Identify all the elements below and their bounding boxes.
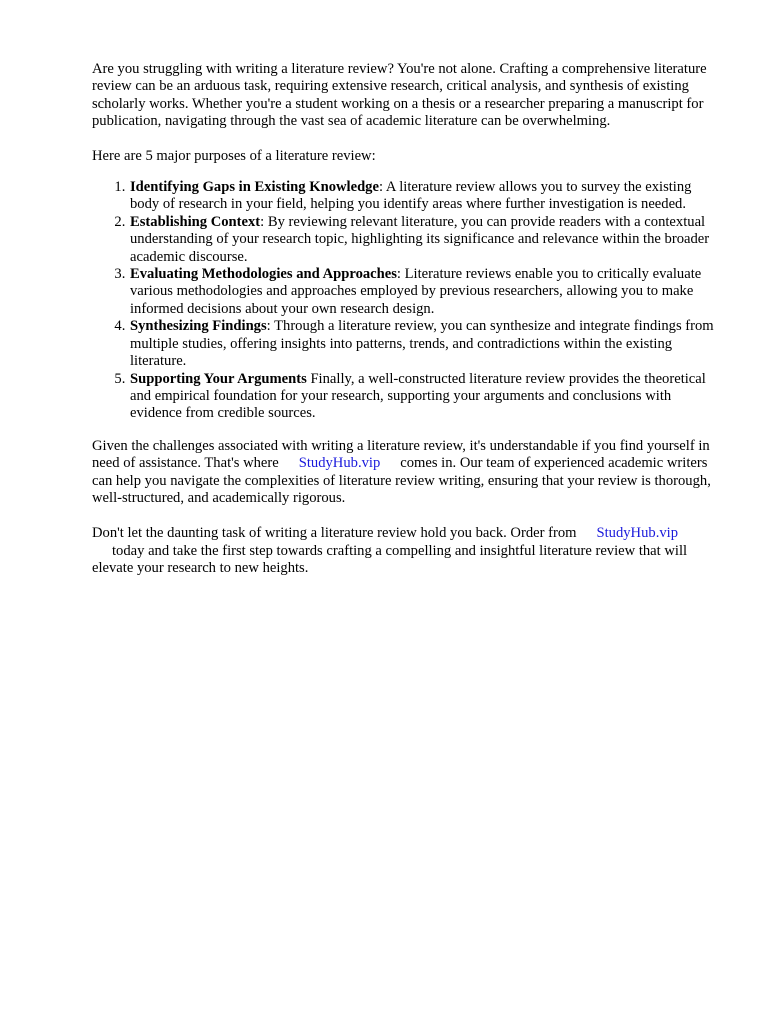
intro-paragraph: Are you struggling with writing a literature review? You're not alone. Crafting a comprehensive literature review can be an arduous task, requiring extensive research, critical analysis, and synthesis of existing scholarly works. Whether you're a student working on a thesis or a researcher preparing a manuscript for publication, navigating through the vast sea of academic literature can be overwhelming. bbox=[92, 61, 707, 130]
purpose-text: : Literature reviews enable you to critically evaluate various methodologies and approaches employed by previous researchers, allowing you to make informed decisions about your own research design. bbox=[130, 266, 702, 317]
purpose-text: : A literature review allows you to survey the existing body of research in your field, helping you identify areas where further investigation is needed. bbox=[130, 179, 692, 213]
purpose-item-2 bbox=[129, 214, 722, 266]
assistance-text-before: Given the challenges associated with writing a literature review, it's understandable if you find yourself in need of assistance. That's where bbox=[92, 437, 710, 472]
purpose-term: Establishing Context bbox=[130, 213, 261, 230]
purpose-term: Supporting Your Arguments bbox=[130, 370, 307, 387]
purpose-text: : By reviewing relevant literature, you can provide readers with a contextual understanding of your research topic, highlighting its significance and relevance within the broader academic discourse. bbox=[130, 213, 710, 265]
purpose-item-1 bbox=[129, 179, 722, 214]
closing-text-after: today and take the first step towards crafting a compelling and insightful literature review that will elevate your research to new heights. bbox=[92, 542, 688, 577]
purpose-term: Identifying Gaps in Existing Knowledge bbox=[130, 179, 379, 196]
purpose-item-4 bbox=[129, 318, 722, 370]
purpose-term: Synthesizing Findings bbox=[130, 318, 267, 335]
purposes-lead: Here are 5 major purposes of a literature review: bbox=[92, 147, 376, 164]
purpose-item-5 bbox=[129, 371, 722, 423]
assistance-paragraph bbox=[92, 438, 722, 508]
assistance-text-after: comes in. Our team of experienced academic writers can help you navigate the complexities of literature review writing, ensuring that your review is thorough, well-structured, and academically rigorous. bbox=[92, 455, 711, 506]
purpose-term: Evaluating Methodologies and Approaches bbox=[130, 266, 397, 283]
document-body bbox=[92, 61, 722, 578]
purposes-list bbox=[92, 179, 722, 423]
closing-text-before: Don't let the daunting task of writing a literature review hold you back. Order from bbox=[92, 525, 577, 542]
purpose-item-3 bbox=[129, 266, 722, 318]
studyhub-link[interactable]: StudyHub.vip bbox=[298, 455, 381, 472]
closing-paragraph bbox=[92, 525, 722, 577]
purpose-text: : Through a literature review, you can synthesize and integrate findings from multiple studies, offering insights into patterns, trends, and contradictions within the existing literature. bbox=[130, 318, 714, 370]
purpose-text: Finally, a well-constructed literature review provides the theoretical and empirical foundation for your research, supporting your arguments and conclusions with evidence from credible sources. bbox=[130, 370, 706, 422]
studyhub-order-link[interactable]: StudyHub.vip bbox=[596, 525, 678, 542]
